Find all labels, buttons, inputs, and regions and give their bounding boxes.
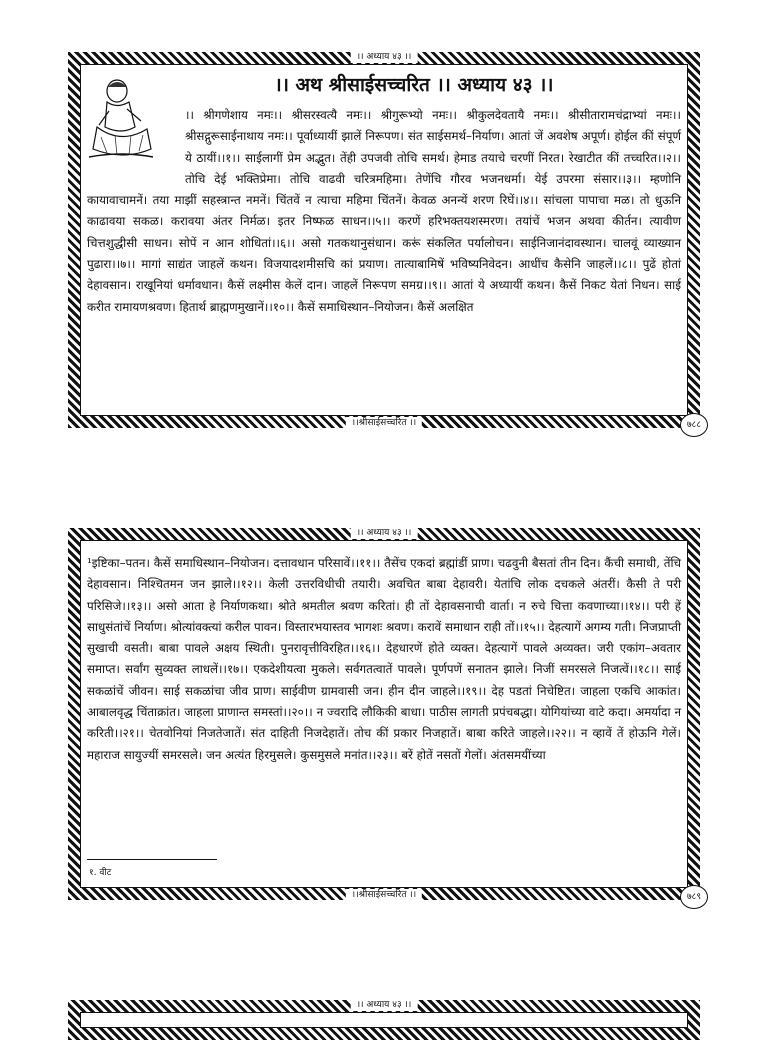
page-header: ।। अध्याय ४३ ।।	[351, 527, 418, 539]
page-1	[68, 52, 700, 428]
page-footer: ।।श्रीसाईसच्चरित ।।	[346, 417, 422, 429]
page-number: ७८९	[680, 885, 708, 909]
page-header: ।। अध्याय ४३ ।।	[351, 999, 418, 1011]
footnote-divider	[87, 859, 217, 860]
page-1-content	[80, 64, 688, 416]
page-2	[68, 528, 700, 900]
chapter-verses	[87, 105, 681, 318]
verses-text: ¹इष्टिका–पतन। कैसें समाधिस्थान–नियोजन। दत्तावधान परिसावें।।११।। तैसेंच एकदां ब्रह्मांडीं प्राण। चढवुनी बैसतां तीन दिन। कैंची समाधी, तेंचि देहावसान। निश्चितमन जन झाले।।१२।। केली उत्तरविधीची तयारी। अवचित बाबा देहावरी। येतांचि लोक दचकले अंतरीं। कैसी ते परी परिसिजे।।१३।। असो आता हे निर्याणकथा। श्रोते श्रमतील श्रवण करितां। ही तों देहावसनाची वार्ता। न रुचे चित्ता कवणाच्या।।१४।। परी हें साधुसंतांचें निर्याण। श्रोत्यांवक्त्यां करील पावन। विस्तारभयास्तव भागशः श्रवण। करावें समाधान राही तों।।१५।। देहत्यागें अगम्य गती। निजप्राप्ती सुखाची वसती। बाबा पावले अक्षय स्थिती। पुनरावृत्तीविरहित।।१६।। देहधारणें होते व्यक्त। देहत्यागें पावले अव्यक्त। जरी एकांग–अवतार समाप्त। सर्वांग सुव्यक्त लाधलें।।१७।। एकदेशीयत्वा मुकले। सर्वगतत्वातें पावले। पूर्णपणें सनातन झाले। निजीं समरसले निजत्वें।।१८।। साई सकळांचें जीवन। साई सकळांचा जीव प्राण। साईवीण ग्रामवासी जन। हीन दीन जाहले।।१९।। देह पडतां निचेष्टित। जाहला एकचि आकांत। आबालवृद्ध चिंताक्रांत। जाहला प्राणान्त समस्तां।।२०।। न ज्वरादि लौकिकी बाधा। पाठीस लागती प्रपंचबद्धा। योगियांच्या वाटे कदा। अमर्यादा न करिती।।२१।। चेतवोनियां निजतेजातें। संत दाहिती निजदेहातें। तोच कीं प्रकार निजहातें। बाबा करिते जाहले।।२२।। न व्हावें तें होऊनि गेलें। महाराज सायुज्यीं समरसले। जन अत्यंत हिरमुसले। कुसमुसले मनांत।।२३।। बरें होतें नसतों गेलों। अंतसमयींच्या	[87, 556, 681, 762]
page-3-content	[80, 1012, 688, 1028]
page-number: ७८८	[680, 413, 708, 437]
page-footer: ।।श्रीसाईसच्चरित ।।	[346, 889, 422, 901]
verses-text: ।। श्रीगणेशाय नमः।। श्रीसरस्वत्यै नमः।। श्रीगुरूभ्यो नमः।। श्रीकुलदेवतायै नमः।। श्रीसीतारामचंद्राभ्यां नमः।। श्रीसद्गुरूसाईनाथाय नमः।। पूर्वाध्यायीं झालें निरूपण। संत साईसमर्थ–निर्याण। आतां जें अवशेष अपूर्ण। होईल कीं संपूर्ण ये ठायीं।।१।। साईलागीं प्रेम अद्भुत। तेंही उपजवी तोचि समर्थ। हेमाड तयाचे चरणीं निरत। रेखाटीत कीं तच्चरित।।२।। तोचि देई भक्तिप्रेमा। तोचि वाढवी चरित्रमहिमा। तेणेंचि गौरव भजनधर्मा। येई उपरमा संसार।।३।। म्हणोनि कायावाचामनें। तया माझीं सहस्त्रान्त नमनें। चिंतवें न त्याचा महिमा चिंतनें। केवळ अनन्यें शरण रिघें।।४।। सांचला पापाचा मळ। तो धुऊनि काढावया सकळ। करावया अंतर निर्मळ। इतर निष्फळ साधन।।५।। करणें हरिभक्तयशस्मरण। तयांचें भजन अथवा कीर्तन। त्यावीण चित्तशुद्धीसी साधन। सोपें न आन शोधितां।।६।। असो गतकथानुसंधान। करूं संकलित पर्यालोचन। साईनिजानंदावस्थान। चालवूं व्याख्यान पुढारा।।७।। मागां साद्यंत जाहलें कथन। विजयादशमीसचि कां प्रयाण। तात्याबामिषें भविष्यनिवेदन। आधींच कैसेनि जाहलें।।८।। पुढें होतां देहावसान। राखूनियां धर्मावधान। कैसें लक्ष्मीस केलें दान। जाहलें निरूपण समग्र।।९।। आतां ये अध्यायीं कथन। कैसें निकट येतां निधन। साई करीत रामायणश्रवण। हितार्थ ब्राह्मणमुखानें।।१०।। कैसें समाधिस्थान–नियोजन। कैसें अलक्षित	[87, 108, 681, 314]
page-header: ।। अध्याय ४३ ।।	[351, 51, 418, 63]
page-3	[68, 1000, 700, 1040]
chapter-verses	[87, 553, 681, 766]
page-2-content	[80, 540, 688, 888]
chapter-title: ।। अथ श्रीसाईसच्चरित ।। अध्याय ४३ ।।	[274, 74, 554, 96]
footnote: १. वीट	[89, 868, 112, 878]
